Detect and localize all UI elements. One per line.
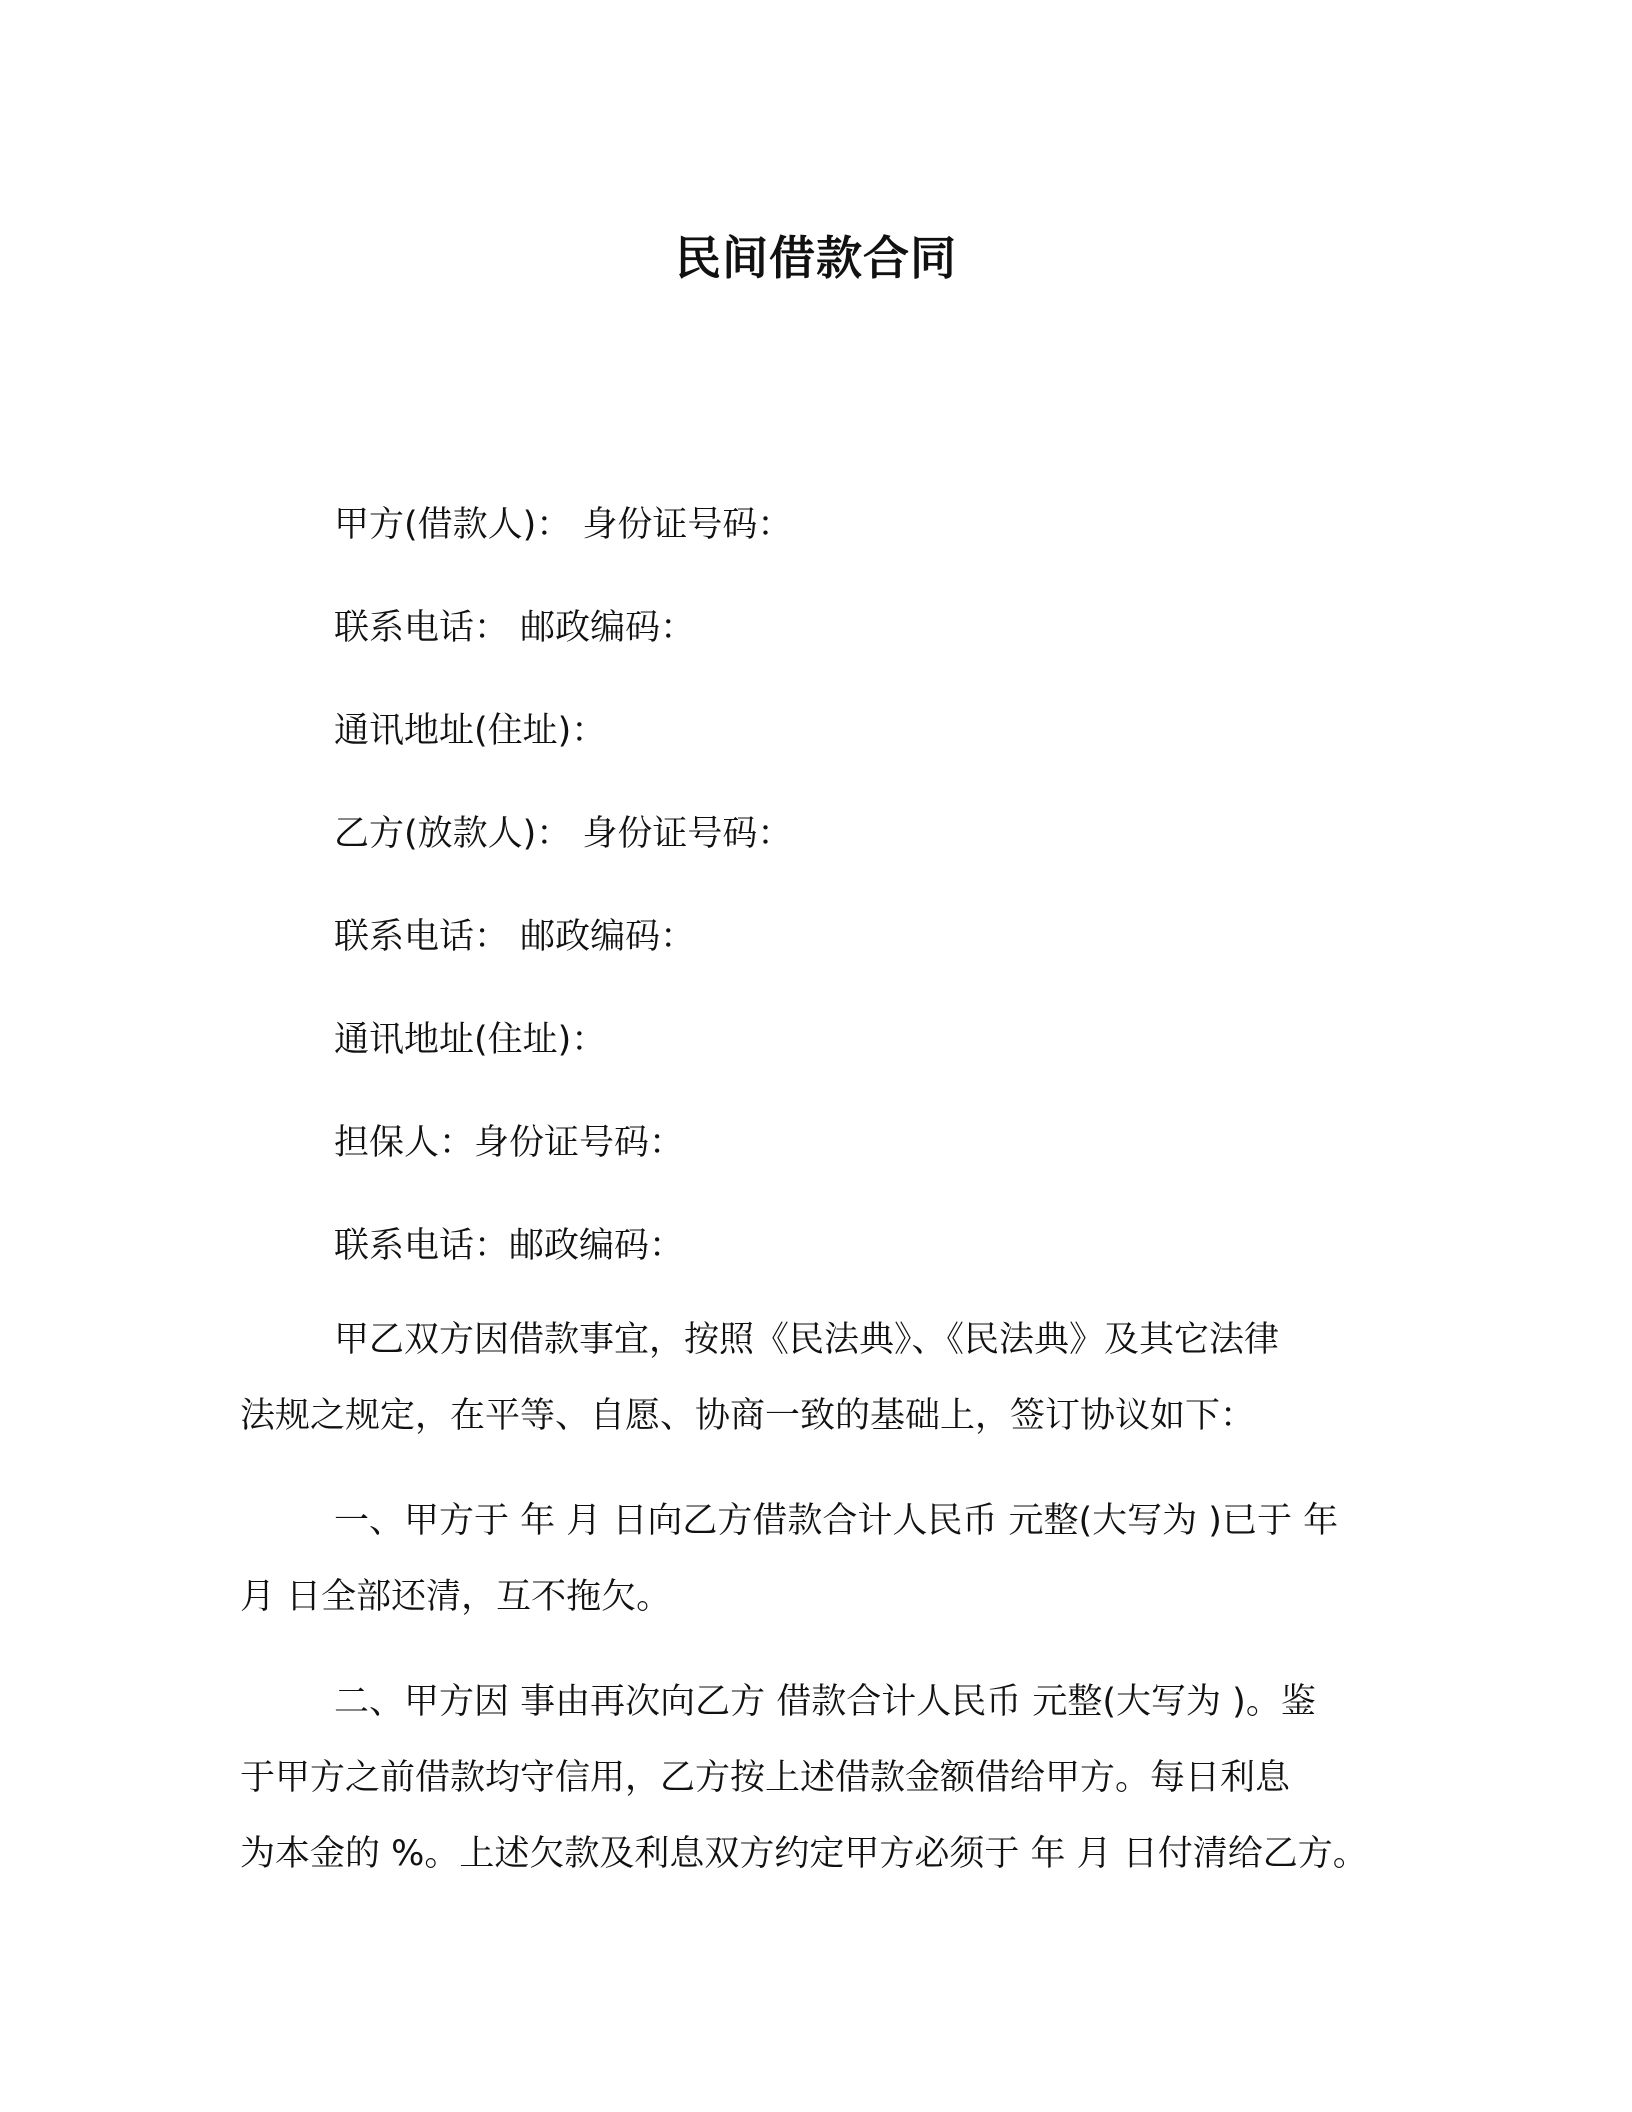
- clause-two-line-1: 二、甲方因 事由再次向乙方 借款合计人民币 元整(大写为 )。鉴: [334, 1682, 1316, 1722]
- borrower-phone-postcode-field: 联系电话： 邮政编码：: [334, 608, 696, 648]
- intro-paragraph: [240, 1302, 1400, 1454]
- intro-line-2: 法规之规定，在平等、自愿、协商一致的基础上，签订协议如下：: [240, 1396, 1256, 1436]
- clause-one-line-2: 月 日全部还清，互不拖欠。: [240, 1577, 672, 1617]
- document-title: 民间借款合同: [675, 231, 957, 285]
- clause-one-line-1: 一、甲方于 年 月 日向乙方借款合计人民币 元整(大写为 )已于 年: [334, 1501, 1339, 1541]
- borrower-address-field: 通讯地址(住址)：: [334, 711, 607, 751]
- borrower-id-field: 甲方(借款人)： 身份证号码：: [334, 505, 793, 545]
- clause-two-line-2: 于甲方之前借款均守信用，乙方按上述借款金额借给甲方。每日利息: [240, 1758, 1291, 1798]
- clause-two-paragraph: [240, 1664, 1400, 1892]
- clause-two-line-3: 为本金的 %。上述欠款及利息双方约定甲方必须于 年 月 日付清给乙方。: [240, 1834, 1368, 1874]
- guarantor-phone-postcode-field: 联系电话：邮政编码：: [334, 1226, 685, 1266]
- lender-address-field: 通讯地址(住址)：: [334, 1020, 607, 1060]
- guarantor-id-field: 担保人：身份证号码：: [334, 1123, 685, 1163]
- intro-line-1: 甲乙双方因借款事宜，按照《民法典》、《民法典》及其它法律: [334, 1320, 1280, 1360]
- clause-one-paragraph: [240, 1483, 1400, 1635]
- lender-id-field: 乙方(放款人)： 身份证号码：: [334, 814, 793, 854]
- lender-phone-postcode-field: 联系电话： 邮政编码：: [334, 917, 696, 957]
